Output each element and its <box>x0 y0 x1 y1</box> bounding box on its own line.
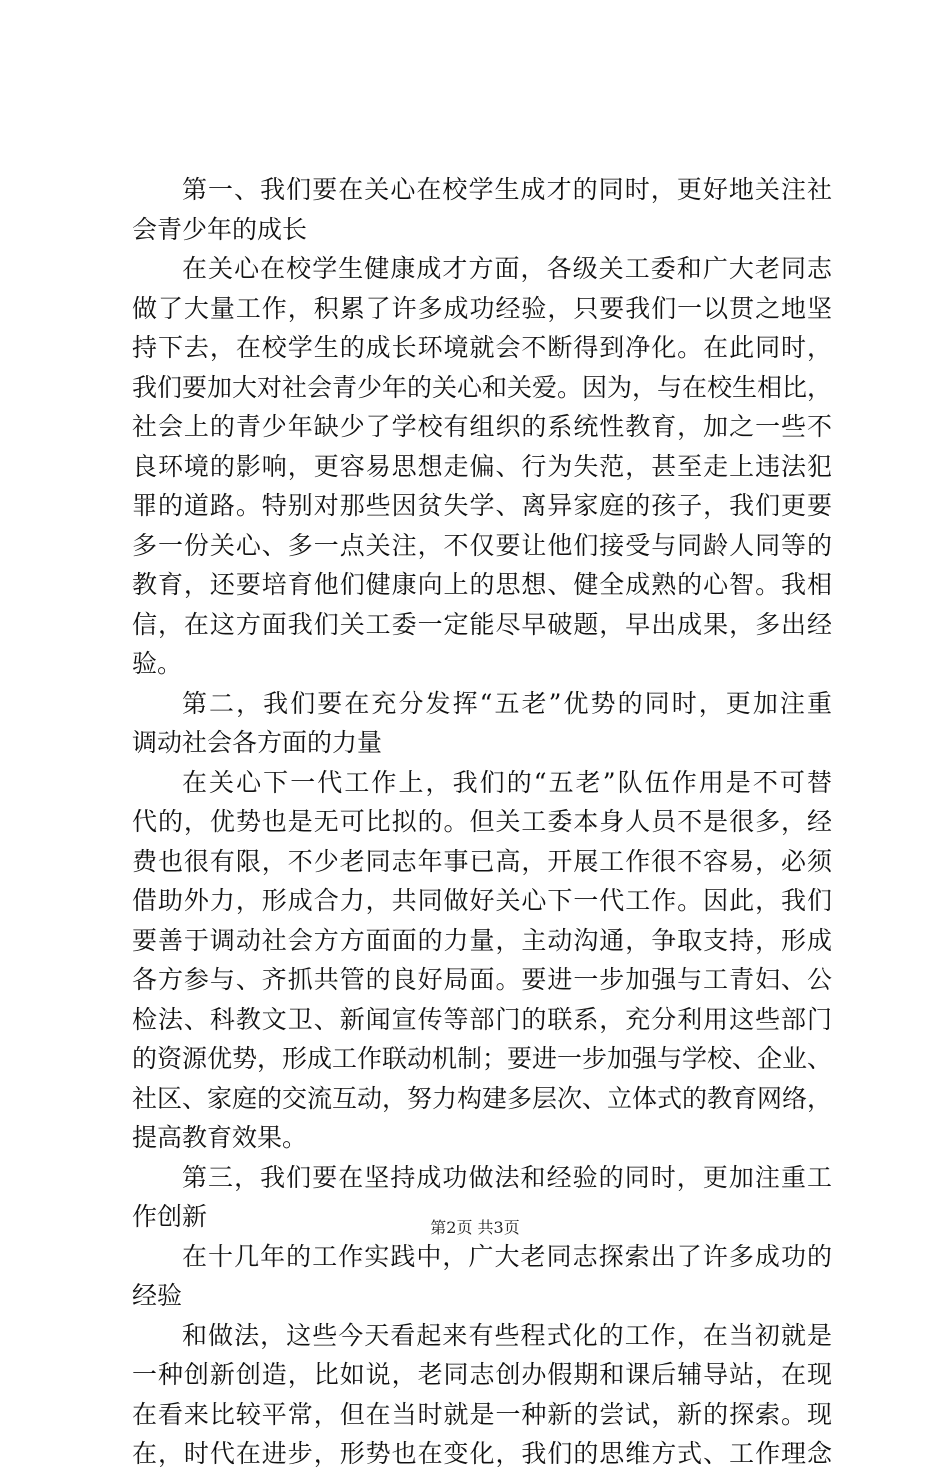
text-line: 信，在这方面我们关工委一定能尽早破题，早出成果，多出经 <box>132 609 832 639</box>
text-line: 罪的道路。特别对那些因贫失学、离异家庭的孩子，我们更要 <box>132 491 832 520</box>
text-line: 持下去，在校学生的成长环境就会不断得到净化。在此同时， <box>132 333 832 362</box>
text-line: 提高教育效果。 <box>132 1123 308 1152</box>
text-line: 在关心在校学生健康成才方面，各级关工委和广大老同志 <box>182 254 832 283</box>
text-line: 多一份关心、多一点关注，不仅要让他们接受与同龄人同等的 <box>132 530 832 560</box>
text-line: 经验 <box>132 1281 183 1310</box>
text-line: 第一、我们要在关心在校学生成才的同时，更好地关注社 <box>182 175 832 204</box>
text-line: 作创新 <box>132 1202 208 1231</box>
text-line: 社区、家庭的交流互动，努力构建多层次、立体式的教育网络， <box>132 1083 832 1113</box>
text-line: 在关心下一代工作上，我们的“五老”队伍作用是不可替 <box>182 767 832 797</box>
text-line: 教育，还要培育他们健康向上的思想、健全成熟的心智。我相 <box>132 570 832 599</box>
text-line: 我们要加大对社会青少年的关心和关爱。因为，与在校生相比， <box>132 372 832 402</box>
text-line: 在十几年的工作实践中，广大老同志探索出了许多成功的 <box>182 1241 832 1271</box>
text-line: 和做法，这些今天看起来有些程式化的工作，在当初就是 <box>182 1320 832 1350</box>
text-line: 的资源优势，形成工作联动机制；要进一步加强与学校、企业、 <box>132 1044 832 1073</box>
text-line: 第二，我们要在充分发挥“五老”优势的同时，更加注重 <box>182 688 832 718</box>
document-body <box>132 170 832 1474</box>
text-line: 在，时代在进步，形势也在变化，我们的思维方式、工作理念 <box>132 1439 832 1468</box>
text-line: 一种创新创造，比如说，老同志创办假期和课后辅导站，在现 <box>132 1360 832 1389</box>
text-line: 第三，我们要在坚持成功做法和经验的同时，更加注重工 <box>182 1162 832 1192</box>
page-footer: 第2页 共3页 <box>430 1218 520 1237</box>
text-line: 做了大量工作，积累了许多成功经验，只要我们一以贯之地坚 <box>132 293 832 323</box>
text-line: 费也很有限，不少老同志年事已高，开展工作很不容易，必须 <box>132 846 832 876</box>
text-line: 调动社会各方面的力量 <box>132 728 383 757</box>
text-line: 检法、科教文卫、新闻宣传等部门的联系，充分利用这些部门 <box>132 1004 832 1034</box>
text-line: 借助外力，形成合力，共同做好关心下一代工作。因此，我们 <box>132 886 832 915</box>
text-line: 会青少年的成长 <box>132 214 308 244</box>
text-line: 要善于调动社会方方面面的力量，主动沟通，争取支持，形成 <box>132 925 832 955</box>
text-line: 代的，优势也是无可比拟的。但关工委本身人员不是很多，经 <box>132 807 832 836</box>
text-line: 良环境的影响，更容易思想走偏、行为失范，甚至走上违法犯 <box>132 451 832 481</box>
text-line: 验。 <box>132 649 183 678</box>
text-line: 各方参与、齐抓共管的良好局面。要进一步加强与工青妇、公 <box>132 965 832 994</box>
text-line: 在看来比较平常，但在当时就是一种新的尝试，新的探索。现 <box>132 1399 832 1429</box>
text-line: 社会上的青少年缺少了学校有组织的系统性教育，加之一些不 <box>132 412 832 441</box>
